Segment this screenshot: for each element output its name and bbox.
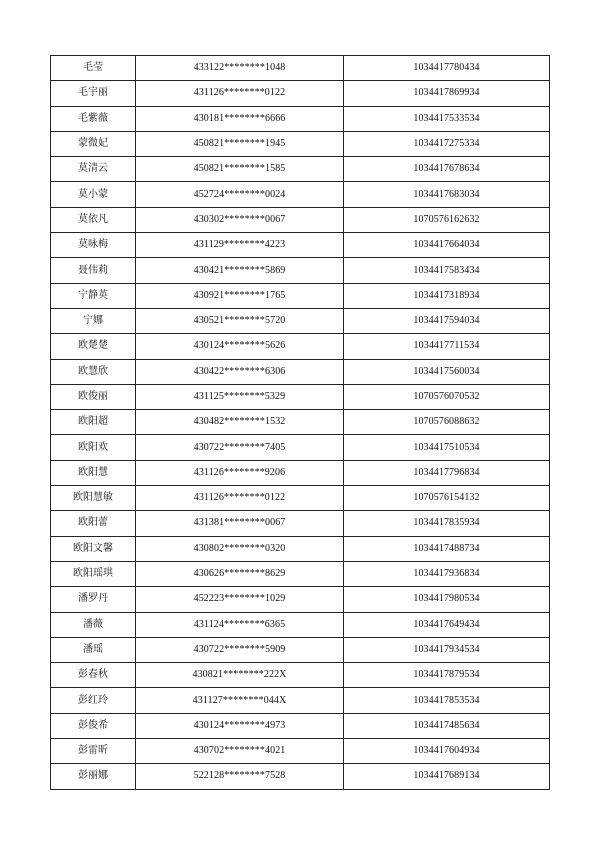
- table-row: [51, 410, 550, 435]
- table-row: [51, 334, 550, 359]
- ticket-number-cell: 1034417594034: [344, 308, 550, 333]
- table-row: [51, 384, 550, 409]
- roster-table-body: [51, 56, 550, 790]
- ticket-number-cell: 1034417488734: [344, 536, 550, 561]
- id-number-cell: 430722********7405: [136, 435, 344, 460]
- ticket-number-cell: 1034417583434: [344, 258, 550, 283]
- id-number-cell: 430421********5869: [136, 258, 344, 283]
- name-cell: 彭雷昕: [51, 739, 136, 764]
- id-number-cell: 430422********6306: [136, 359, 344, 384]
- name-cell: 欧阳瑶琪: [51, 561, 136, 586]
- ticket-number-cell: 1034417510534: [344, 435, 550, 460]
- ticket-number-cell: 1070576154132: [344, 486, 550, 511]
- table-row: [51, 739, 550, 764]
- table-row: [51, 713, 550, 738]
- table-row: [51, 81, 550, 106]
- ticket-number-cell: 1070576162632: [344, 207, 550, 232]
- id-number-cell: 430921********1765: [136, 283, 344, 308]
- name-cell: 毛莹: [51, 56, 136, 81]
- id-number-cell: 430521********5720: [136, 308, 344, 333]
- ticket-number-cell: 1034417869934: [344, 81, 550, 106]
- id-number-cell: 431126********9206: [136, 460, 344, 485]
- id-number-cell: 430722********5909: [136, 637, 344, 662]
- id-number-cell: 430482********1532: [136, 410, 344, 435]
- name-cell: 彭红玲: [51, 688, 136, 713]
- id-number-cell: 430702********4021: [136, 739, 344, 764]
- name-cell: 欧楚楚: [51, 334, 136, 359]
- table-row: [51, 258, 550, 283]
- table-row: [51, 561, 550, 586]
- table-row: [51, 233, 550, 258]
- ticket-number-cell: 1034417853534: [344, 688, 550, 713]
- name-cell: 欧俊丽: [51, 384, 136, 409]
- ticket-number-cell: 1034417936834: [344, 561, 550, 586]
- table-row: [51, 207, 550, 232]
- id-number-cell: 431381********0067: [136, 511, 344, 536]
- ticket-number-cell: 1034417318934: [344, 283, 550, 308]
- table-row: [51, 435, 550, 460]
- table-row: [51, 131, 550, 156]
- ticket-number-cell: 1070576088632: [344, 410, 550, 435]
- name-cell: 欧阳超: [51, 410, 136, 435]
- id-number-cell: 433122********1048: [136, 56, 344, 81]
- ticket-number-cell: 1070576070532: [344, 384, 550, 409]
- id-number-cell: 431126********0122: [136, 81, 344, 106]
- name-cell: 宁娜: [51, 308, 136, 333]
- table-row: [51, 511, 550, 536]
- id-number-cell: 431126********0122: [136, 486, 344, 511]
- name-cell: 莫清云: [51, 157, 136, 182]
- id-number-cell: 430626********8629: [136, 561, 344, 586]
- ticket-number-cell: 1034417879534: [344, 663, 550, 688]
- table-row: [51, 308, 550, 333]
- name-cell: 潘罗丹: [51, 587, 136, 612]
- table-row: [51, 637, 550, 662]
- table-row: [51, 56, 550, 81]
- name-cell: 欧慧欣: [51, 359, 136, 384]
- ticket-number-cell: 1034417275334: [344, 131, 550, 156]
- name-cell: 莫咏梅: [51, 233, 136, 258]
- name-cell: 蒙微妃: [51, 131, 136, 156]
- table-row: [51, 612, 550, 637]
- ticket-number-cell: 1034417980534: [344, 587, 550, 612]
- table-row: [51, 688, 550, 713]
- ticket-number-cell: 1034417934534: [344, 637, 550, 662]
- ticket-number-cell: 1034417796834: [344, 460, 550, 485]
- ticket-number-cell: 1034417664034: [344, 233, 550, 258]
- table-row: [51, 157, 550, 182]
- table-row: [51, 359, 550, 384]
- id-number-cell: 431129********4223: [136, 233, 344, 258]
- name-cell: 毛宇丽: [51, 81, 136, 106]
- name-cell: 彭春秋: [51, 663, 136, 688]
- name-cell: 潘薇: [51, 612, 136, 637]
- id-number-cell: 450821********1585: [136, 157, 344, 182]
- ticket-number-cell: 1034417689134: [344, 764, 550, 789]
- id-number-cell: 452724********0024: [136, 182, 344, 207]
- name-cell: 欧阳慧敏: [51, 486, 136, 511]
- ticket-number-cell: 1034417560034: [344, 359, 550, 384]
- name-cell: 宁静英: [51, 283, 136, 308]
- name-cell: 彭丽娜: [51, 764, 136, 789]
- id-number-cell: 430302********0067: [136, 207, 344, 232]
- ticket-number-cell: 1034417533534: [344, 106, 550, 131]
- table-row: [51, 283, 550, 308]
- id-number-cell: 522128********7528: [136, 764, 344, 789]
- name-cell: 欧阳慧: [51, 460, 136, 485]
- name-cell: 欧阳欢: [51, 435, 136, 460]
- id-number-cell: 431124********6365: [136, 612, 344, 637]
- id-number-cell: 431125********5329: [136, 384, 344, 409]
- ticket-number-cell: 1034417485634: [344, 713, 550, 738]
- name-cell: 欧阳文馨: [51, 536, 136, 561]
- name-cell: 毛紫薇: [51, 106, 136, 131]
- name-cell: 彭俊希: [51, 713, 136, 738]
- table-row: [51, 663, 550, 688]
- name-cell: 聂伟莉: [51, 258, 136, 283]
- name-cell: 欧阳蕾: [51, 511, 136, 536]
- table-row: [51, 182, 550, 207]
- name-cell: 莫小蒙: [51, 182, 136, 207]
- id-number-cell: 430181********6666: [136, 106, 344, 131]
- name-cell: 潘瑶: [51, 637, 136, 662]
- id-number-cell: 452223********1029: [136, 587, 344, 612]
- table-row: [51, 460, 550, 485]
- ticket-number-cell: 1034417780434: [344, 56, 550, 81]
- ticket-number-cell: 1034417678634: [344, 157, 550, 182]
- id-number-cell: 430802********0320: [136, 536, 344, 561]
- ticket-number-cell: 1034417835934: [344, 511, 550, 536]
- id-number-cell: 430821********222X: [136, 663, 344, 688]
- id-number-cell: 431127********044X: [136, 688, 344, 713]
- table-row: [51, 486, 550, 511]
- roster-table: [50, 55, 550, 790]
- ticket-number-cell: 1034417649434: [344, 612, 550, 637]
- table-row: [51, 587, 550, 612]
- id-number-cell: 430124********5626: [136, 334, 344, 359]
- ticket-number-cell: 1034417604934: [344, 739, 550, 764]
- table-row: [51, 764, 550, 789]
- table-row: [51, 106, 550, 131]
- table-row: [51, 536, 550, 561]
- id-number-cell: 450821********1945: [136, 131, 344, 156]
- name-cell: 莫依凡: [51, 207, 136, 232]
- id-number-cell: 430124********4973: [136, 713, 344, 738]
- ticket-number-cell: 1034417683034: [344, 182, 550, 207]
- ticket-number-cell: 1034417711534: [344, 334, 550, 359]
